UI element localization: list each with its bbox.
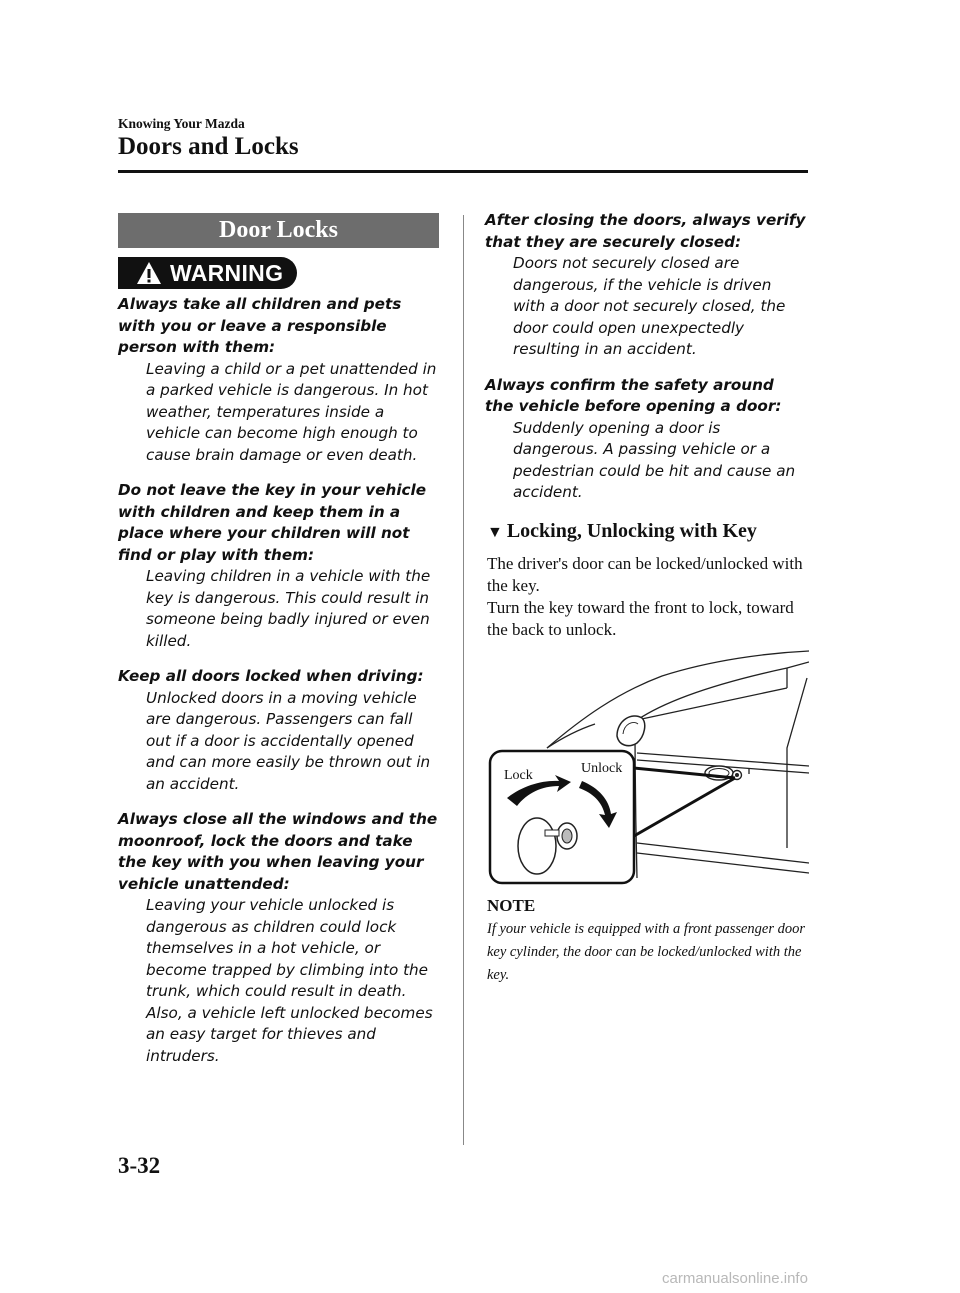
column-divider	[463, 215, 464, 1145]
warning-body: Unlocked doors in a moving vehicle are dangerous. Passengers can fall out if a door is accidentally opened and can more easily be thrown out in an accident.	[146, 688, 431, 793]
warning-item	[118, 294, 440, 466]
body-paragraph: The driver's door can be locked/unlocked with the key.	[487, 554, 803, 595]
warning-badge	[118, 257, 297, 289]
warning-heading: Always take all children and pets with you or leave a responsible person with them:	[118, 295, 402, 356]
warning-item	[118, 809, 440, 1067]
warning-body: Doors not securely closed are dangerous, if the vehicle is driven with a door not securely closed, the door could open unexpectedly resulting in an accident.	[513, 254, 786, 358]
subsection-heading	[487, 520, 757, 543]
door-key-illustration	[487, 648, 809, 888]
warning-body: Suddenly opening a door is dangerous. A passing vehicle or a pedestrian could be hit and cause an accident.	[513, 418, 796, 501]
unlock-label: Unlock	[581, 761, 623, 776]
section-title: Door Locks	[118, 213, 439, 248]
subsection-title: Locking, Unlocking with Key	[506, 520, 757, 542]
body-paragraph: Turn the key toward the front to lock, toward the back to unlock.	[487, 598, 794, 639]
warning-heading: Always close all the windows and the moonroof, lock the doors and take the key with you when leaving your vehicle unattended:	[118, 810, 438, 893]
lock-label: Lock	[504, 768, 533, 783]
warning-item	[118, 666, 440, 795]
warning-heading: Keep all doors locked when driving:	[118, 667, 424, 685]
note-text: If your vehicle is equipped with a front passenger door key cylinder, the door can be locked/unlocked with the key.	[487, 921, 806, 983]
warning-body: Leaving children in a vehicle with the key is dangerous. This could result in someone being badly injured or even killed.	[146, 567, 431, 650]
warning-item	[118, 480, 440, 652]
warning-item	[485, 210, 807, 361]
header-rule	[118, 170, 808, 173]
body-text	[487, 553, 809, 641]
warning-heading: Do not leave the key in your vehicle with children and keep them in a place where your children will not find or play with them:	[118, 481, 427, 564]
page-title: Doors and Locks	[118, 133, 299, 160]
warning-heading: Always confirm the safety around the vehicle before opening a door:	[485, 375, 782, 415]
note-label: NOTE	[487, 896, 536, 915]
callout-line	[634, 778, 735, 836]
warning-triangle-icon	[136, 261, 162, 285]
side-mirror	[617, 716, 645, 746]
warning-label: WARNING	[170, 259, 284, 286]
warnings-left-column	[118, 294, 440, 1081]
warnings-right-column	[485, 210, 807, 518]
footer-watermark: carmanualsonline.info	[662, 1270, 808, 1287]
warning-item	[485, 375, 807, 504]
page-number: 3-32	[118, 1153, 161, 1178]
warning-body: Leaving your vehicle unlocked is dangerous as children could lock themselves in a hot vehicle, or become trapped by climbing into the trunk, which could result in death. Also, a vehicle left unlocked becomes an easy target for thieves and intruders.	[146, 896, 433, 1065]
chapter-label: Knowing Your Mazda	[118, 116, 245, 131]
warning-body: Leaving a child or a pet unattended in a parked vehicle is dangerous. In hot weather, temperatures inside a vehicle can become high enough to cause brain damage or even death.	[146, 359, 437, 464]
triangle-down-icon: ▼	[487, 524, 503, 541]
warning-heading: After closing the doors, always verify that they are securely closed:	[485, 211, 806, 251]
